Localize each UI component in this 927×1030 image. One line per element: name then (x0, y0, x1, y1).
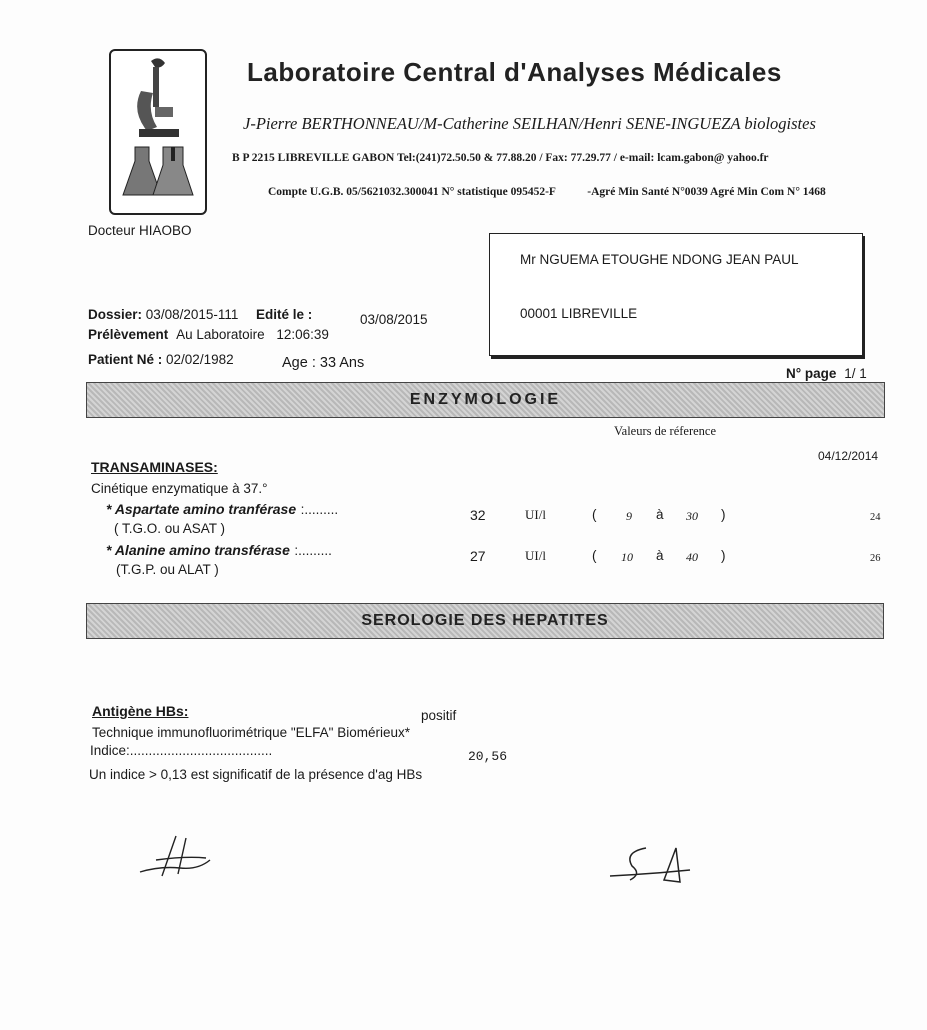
prelevement-label: Prélèvement (88, 327, 169, 342)
birth-value: 02/02/1982 (166, 352, 234, 367)
compte-text: Compte U.G.B. 05/5621032.300041 N° statistique 095452-F (268, 186, 556, 198)
birth-label: Patient Né : (88, 352, 163, 367)
dossier-value: 03/08/2015-111 (145, 307, 239, 322)
page-label: N° page (786, 366, 837, 381)
indice-label: Indice:...................................... (90, 743, 273, 758)
page-value: 1/ 1 (844, 366, 867, 381)
test-unit: UI/l (525, 548, 546, 563)
signature-left (132, 832, 218, 884)
test-alias: (T.G.P. ou ALAT ) (116, 562, 219, 577)
test-row (106, 542, 332, 560)
edite-value: 03/08/2015 (360, 312, 428, 327)
test-name: * Aspartate amino tranférase (106, 501, 297, 517)
range-high: 40 (686, 550, 698, 564)
age-value: 33 Ans (319, 355, 365, 371)
range-low: 10 (621, 550, 633, 564)
technique-line: Technique immunofluorimétrique "ELFA" Biomérieux* (92, 725, 410, 740)
indice-note: Un indice > 0,13 est significatif de la présence d'ag HBs (89, 767, 423, 782)
patient-name: Mr NGUEMA ETOUGHE NDONG JEAN PAUL (520, 252, 799, 267)
test-alias: ( T.G.O. ou ASAT ) (114, 521, 226, 536)
range-close: ) (721, 507, 726, 522)
signature-right (606, 838, 696, 894)
previous-result-date: 04/12/2014 (818, 449, 879, 463)
agrements-text: -Agré Min Santé N°0039 Agré Min Com N° 1468 (587, 186, 826, 198)
age-label: Age : (282, 355, 316, 371)
range-close: ) (721, 548, 726, 563)
range-open: ( (592, 507, 597, 522)
range-sep: à (656, 507, 664, 522)
address-line: B P 2215 LIBREVILLE GABON Tel:(241)72.50.50 & 77.88.20 / Fax: 77.29.77 / e-mail: lcam.gabon@ yahoo.fr (232, 152, 769, 164)
indice-value: 20,56 (468, 749, 508, 764)
range-low: 9 (626, 509, 632, 523)
test-dots: :......... (294, 543, 332, 558)
birth-row (88, 352, 234, 367)
prelevement-time: 12:06:39 (276, 327, 329, 342)
range-sep: à (656, 548, 664, 563)
transaminases-heading: TRANSAMINASES: (91, 459, 218, 475)
enzymologie-title: ENZYMOLOGIE (409, 391, 562, 408)
test-value: 27 (470, 548, 486, 564)
prelevement-row (88, 327, 329, 342)
prelevement-value: Au Laboratoire (176, 327, 265, 342)
age-row (282, 355, 364, 371)
test-value: 32 (470, 507, 486, 523)
doctor-name: Docteur HIAOBO (88, 223, 192, 238)
dossier-row (88, 307, 238, 322)
page-number (786, 366, 867, 381)
patient-address-box (489, 233, 863, 356)
test-unit: UI/l (525, 507, 546, 522)
antigen-result: positif (421, 708, 457, 723)
lab-name: Laboratoire Central d'Analyses Médicales (247, 57, 782, 87)
patient-city: 00001 LIBREVILLE (520, 306, 638, 321)
serologie-title: SEROLOGIE DES HEPATITES (361, 612, 609, 629)
serologie-banner (86, 603, 884, 639)
antigen-heading: Antigène HBs: (92, 703, 189, 719)
test-row (106, 501, 338, 519)
enzymologie-banner (86, 382, 885, 418)
test-dots: :......... (300, 502, 339, 517)
reference-values-header: Valeurs de réference (614, 424, 717, 438)
range-high: 30 (686, 509, 698, 523)
microscope-flask-icon (111, 51, 205, 213)
biologists-line: J-Pierre BERTHONNEAU/M-Catherine SEILHAN/Henri SENE-INGUEZA biologistes (243, 114, 816, 133)
edite-label: Edité le : (256, 307, 313, 322)
test-name: * Alanine amino transférase (106, 542, 290, 558)
range-open: ( (592, 548, 597, 563)
dossier-label: Dossier: (88, 307, 143, 322)
lab-logo (109, 49, 207, 215)
method-line: Cinétique enzymatique à 37.° (91, 481, 268, 496)
previous-value: 26 (870, 553, 881, 564)
compte-line (268, 186, 826, 198)
previous-value: 24 (870, 512, 881, 523)
